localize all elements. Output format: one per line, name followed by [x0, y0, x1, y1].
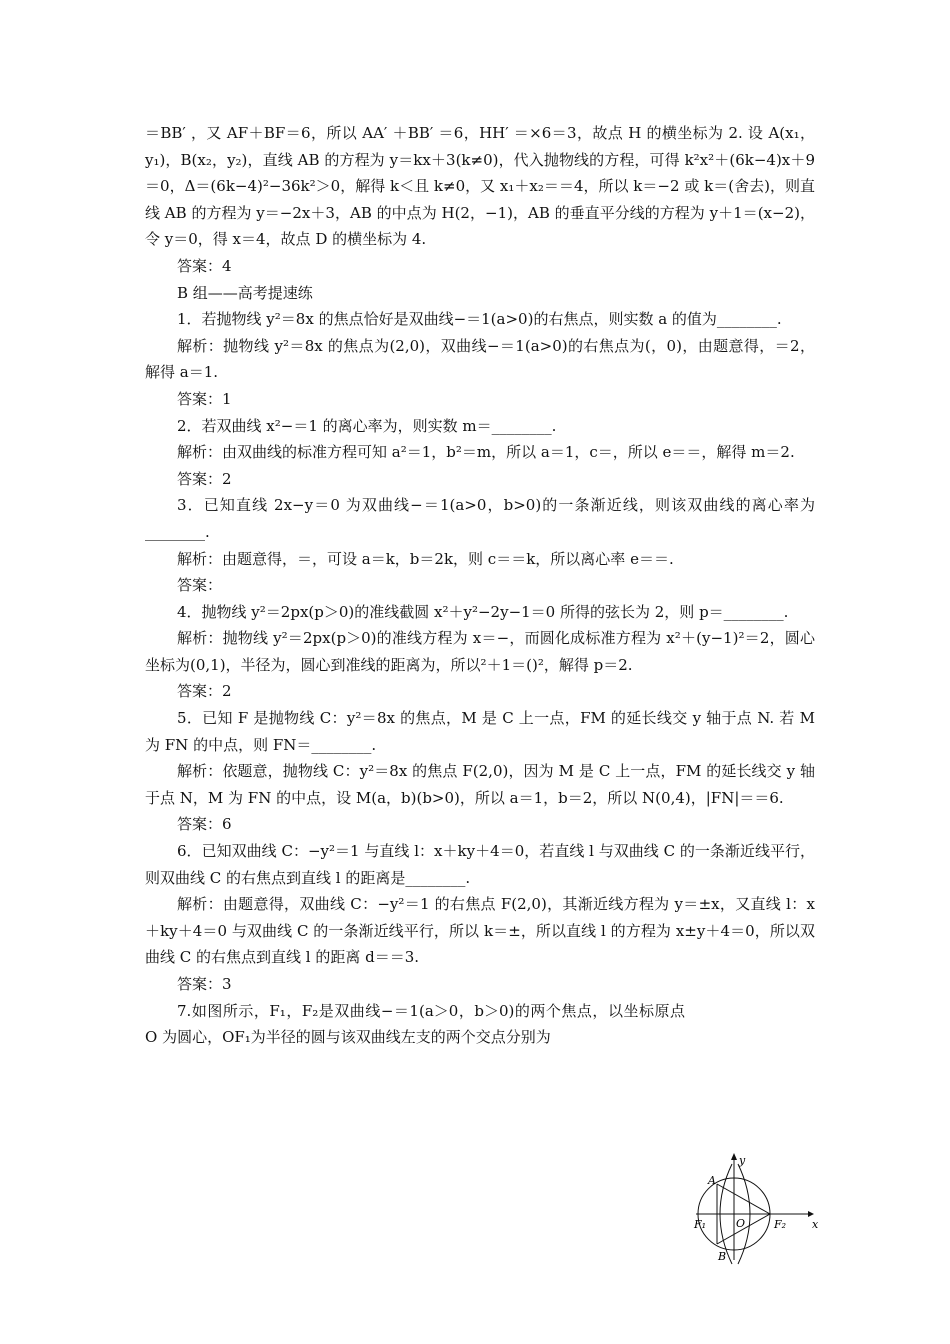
- paragraphs: [145, 120, 815, 998]
- paragraph: 解析：依题意，抛物线 C：y²＝8x 的焦点 F(2,0)，因为 M 是 C 上一点，FM 的延长线交 y 轴于点 N，M 为 FN 的中点，设 M(a，b)(b>0)，所以 a＝1，b＝2，所以 N(0,4)，|FN|＝＝6.: [145, 762, 815, 807]
- paragraph: B 组——高考提速练: [177, 283, 313, 302]
- x-axis-arrow: [808, 1211, 814, 1217]
- paragraph: 答案：2: [177, 682, 232, 701]
- paragraph: ＝BB′ ，又 AF＋BF＝6，所以 AA′ ＋BB′ ＝6，HH′ ＝×6＝3，故点 H 的横坐标为 2. 设 A(x₁，y₁)，B(x₂，y₂)，直线 AB 的方程为 y＝kx＋3(k≠0)，代入抛物线的方程，可得 k²x²＋(6k−4)x＋9＝0，Δ＝(6k−4)²−36k²＞0，解得 k＜且 k≠0，又 x₁＋x₂＝＝4，所以 k＝−2 或 k＝(舍去)，则直线 AB 的方程为 y＝−2x＋3，AB 的中点为 H(2，−1)，AB 的垂直平分线的方程为 y＋1＝(x−2)，令 y＝0，得 x＝4，故点 D 的横坐标为 4.: [145, 124, 815, 249]
- paragraph: 答案：2: [177, 469, 232, 488]
- paragraph: 答案：1: [177, 389, 232, 408]
- paragraph: 4．抛物线 y²＝2px(p＞0)的准线截圆 x²＋y²−2y−1＝0 所得的弦长为 2，则 p＝________.: [177, 602, 789, 621]
- paragraph: 答案：6: [177, 815, 232, 834]
- paragraph: 解析：由题意得，双曲线 C：−y²＝1 的右焦点 F(2,0)，其渐近线方程为 y＝±x，又直线 l：x＋ky＋4＝0 与双曲线 C 的一条渐近线平行，所以 k＝±，所以直线 l 的方程为 x±y＋4＝0，所以双曲线 C 的右焦点到直线 l 的距离 d＝＝3.: [145, 895, 815, 967]
- label-b: B: [718, 1250, 727, 1263]
- label-a: A: [708, 1174, 716, 1187]
- y-axis-arrow: [731, 1153, 737, 1160]
- label-x: x: [812, 1218, 819, 1231]
- hyperbola-circle-figure: [690, 1148, 820, 1268]
- paragraph: 解析：由双曲线的标准方程可知 a²＝1，b²＝m，所以 a＝1，c＝，所以 e＝＝，解得 m＝2.: [177, 443, 795, 462]
- paragraph: 答案：3: [177, 975, 232, 993]
- paragraph: 1．若抛物线 y²＝8x 的焦点恰好是双曲线−＝1(a>0)的右焦点，则实数 a 的值为________.: [177, 310, 782, 329]
- paragraph: 2．若双曲线 x²−＝1 的离心率为，则实数 m＝________.: [177, 416, 557, 435]
- paragraph: 解析：抛物线 y²＝2px(p＞0)的准线方程为 x＝−，而圆化成标准方程为 x²＋(y−1)²＝2，圆心坐标为(0,1)，半径为，圆心到准线的距离为，所以²＋1＝()²，解得 p＝2.: [145, 629, 815, 674]
- paragraph: 解析：由题意得，＝，可设 a＝k，b＝2k，则 c＝＝k，所以离心率 e＝＝.: [177, 549, 674, 568]
- label-f2: F₂: [774, 1218, 787, 1231]
- paragraph: 3．已知直线 2x−y＝0 为双曲线−＝1(a>0，b>0)的一条渐近线，则该双曲线的离心率为________.: [145, 496, 815, 541]
- paragraph: 解析：抛物线 y²＝8x 的焦点为(2,0)，双曲线−＝1(a>0)的右焦点为(，0)，由题意得，＝2，解得 a＝1.: [145, 336, 815, 382]
- document-body: [145, 120, 815, 1051]
- paragraph: 答案：: [177, 576, 223, 595]
- segment-f2-a: [717, 1184, 770, 1214]
- label-o: O: [736, 1217, 746, 1230]
- paragraph: 答案：4: [177, 256, 232, 275]
- question-7: 7.如图所示，F₁，F₂是双曲线−＝1(a＞0，b＞0)的两个焦点，以坐标原点 O 为圆心，OF₁为半径的圆与该双曲线左支的两个交点分别为: [145, 1001, 685, 1047]
- label-y: y: [739, 1154, 746, 1167]
- paragraph: 6．已知双曲线 C：−y²＝1 与直线 l：x＋ky＋4＝0，若直线 l 与双曲线 C 的一条渐近线平行，则双曲线 C 的右焦点到直线 l 的距离是________.: [145, 842, 815, 887]
- label-f1: F₁: [694, 1218, 707, 1231]
- paragraph: 5．已知 F 是抛物线 C：y²＝8x 的焦点，M 是 C 上一点，FM 的延长线交 y 轴于点 N. 若 M 为 FN 的中点，则 FN＝________.: [145, 709, 815, 754]
